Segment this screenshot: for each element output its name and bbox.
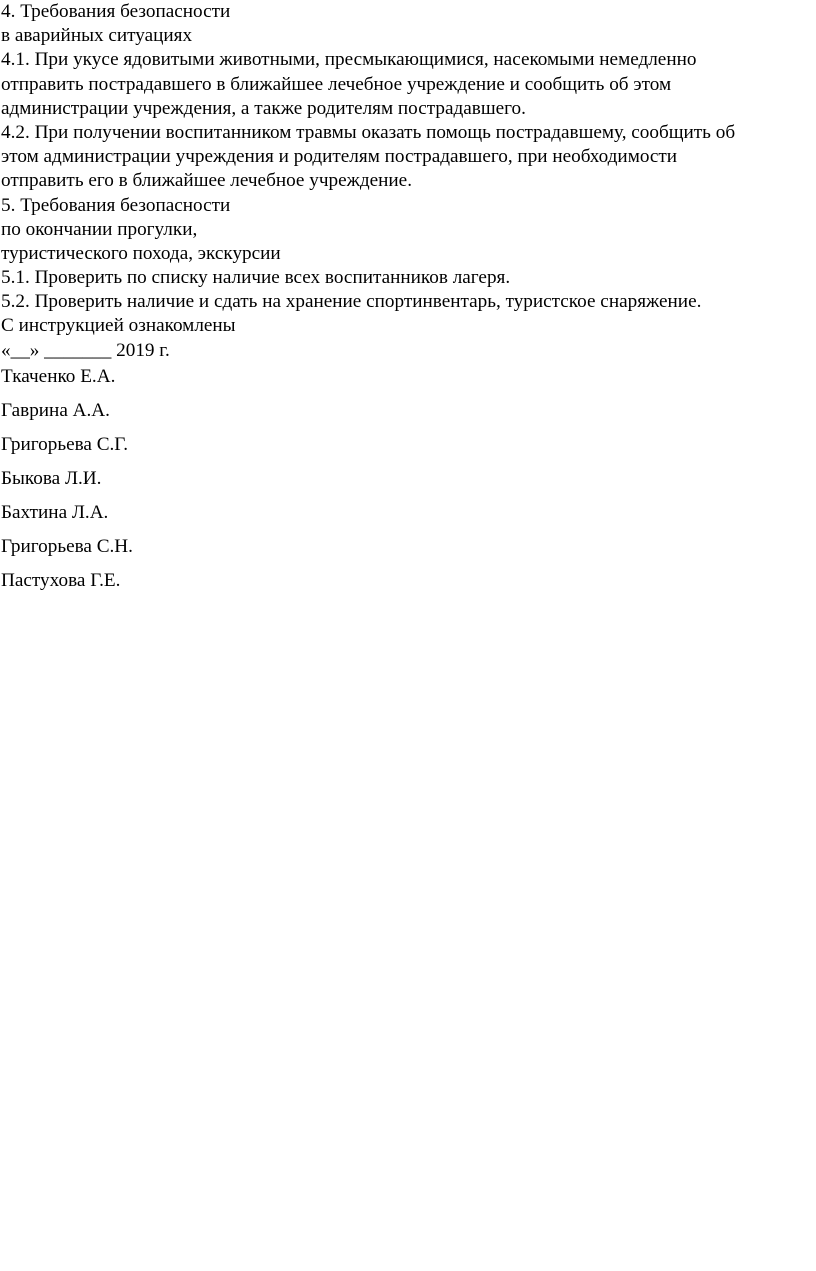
item-4-1-line-2: отправить пострадавшего в ближайшее лечебное учреждение и сообщить об этом [1,73,672,95]
signatory-list [1,365,133,603]
item-4-1-line-1: 4.1. При укусе ядовитыми животными, пресмыкающимися, насекомыми немедленно [1,49,697,71]
item-4-2-line-2: этом администрации учреждения и родителям пострадавшего, при необходимости [1,146,678,168]
section-5-heading-line-2: по окончании прогулки, [1,218,198,240]
item-4-1-line-3: администрации учреждения, а также родителям пострадавшего. [1,97,526,119]
item-4-2-line-1: 4.2. При получении воспитанником травмы оказать помощь пострадавшему, сообщить об [1,121,736,143]
signatory-name: Ткаченко Е.А. [1,366,116,387]
signatory-name: Быкова Л.И. [1,467,102,489]
item-5-2: 5.2. Проверить наличие и сдать на хранение спортинвентарь, туристское снаряжение. [1,291,702,313]
signatory-name: Григорьева С.Г. [1,433,129,455]
acknowledgement-heading: С инструкцией ознакомлены [1,315,236,337]
signatory-name: Гаврина А.А. [1,399,110,421]
section-4-heading-line-1: 4. Требования безопасности [1,1,231,22]
item-5-1: 5.1. Проверить по списку наличие всех воспитанников лагеря. [1,267,511,289]
date-line: «__» _______ 2019 г. [1,339,170,361]
signatory-name: Пастухова Г.Е. [1,569,121,591]
section-5-heading-line-1: 5. Требования безопасности [1,194,231,216]
signatory-name: Бахтина Л.А. [1,501,109,523]
section-5-heading-line-3: туристического похода, экскурсии [1,242,281,264]
signatory-name: Григорьева С.Н. [1,535,133,557]
instruction-text [1,0,813,363]
item-4-2-line-3: отправить его в ближайшее лечебное учреждение. [1,170,412,192]
section-4-heading-line-2: в аварийных ситуациях [1,25,193,47]
